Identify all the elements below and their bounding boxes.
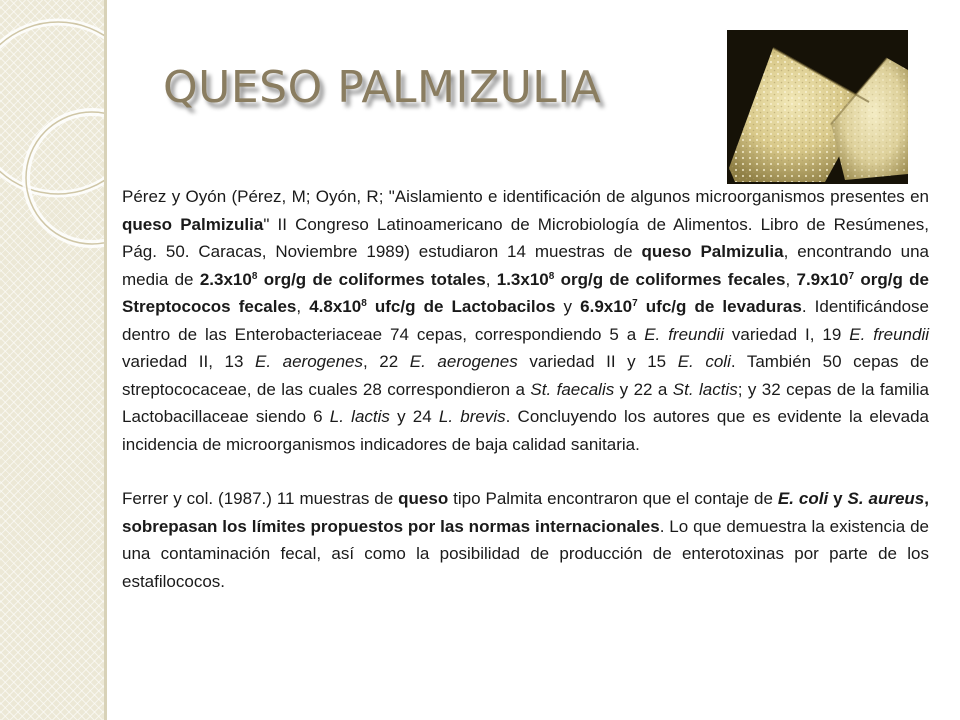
text-run: y — [555, 297, 581, 316]
text-run: 8 — [361, 298, 367, 309]
text-run: queso — [398, 489, 449, 508]
text-run: , — [296, 297, 310, 316]
text-run: queso Palmizulia — [122, 214, 264, 234]
text-run: ufc/g de Lactobacilos — [366, 297, 556, 316]
paragraph-ferrer — [122, 485, 929, 595]
text-run: , — [485, 269, 497, 289]
body-text — [122, 183, 929, 595]
text-run: variedad II, 13 — [122, 352, 256, 371]
text-run: queso Palmizulia — [641, 242, 784, 261]
text-run: org/g de coliformes fecales — [554, 269, 786, 289]
text-run: , — [785, 269, 797, 289]
text-run: y 24 — [389, 407, 439, 426]
cheese-photo — [727, 30, 908, 184]
text-run: 7 — [632, 298, 638, 309]
text-run: 2.3x10 — [199, 269, 252, 289]
text-run: 7.9x10 — [796, 269, 849, 289]
text-run: org/g de Streptococos fecales — [122, 269, 929, 316]
text-run: y — [828, 489, 848, 508]
decorative-rings — [0, 0, 104, 720]
text-run: E. freundii — [644, 324, 724, 344]
text-run: 8 — [251, 270, 258, 282]
text-run: E. coli — [777, 489, 829, 508]
text-run: 4.8x10 — [309, 297, 362, 316]
text-run: ; y 32 cepas de la familia Lactobacillaceae siendo 6 — [122, 379, 929, 426]
text-run: y 22 a — [614, 379, 673, 399]
paragraph-perez-oyon — [122, 183, 929, 458]
text-run: variedad II y 15 — [517, 352, 678, 371]
text-run: , encontrando una media de — [122, 242, 929, 289]
text-run: org/g de coliformes totales — [257, 269, 486, 289]
text-run: St. lactis — [672, 379, 738, 399]
text-run: , sobrepasan los límites propuestos por las normas internacionales — [122, 489, 929, 536]
text-run: ufc/g de levaduras — [637, 297, 802, 316]
text-run: L. brevis — [438, 407, 506, 426]
text-run: S. aureus — [847, 489, 925, 508]
text-run: L. lactis — [329, 407, 390, 426]
text-run: St. faecalis — [530, 379, 615, 399]
text-run: Pérez y Oyón (Pérez, M; Oyón, R; "Aislamiento e identificación de algunos microorganismos presentes en — [122, 187, 929, 206]
text-run: variedad I, 19 — [723, 324, 850, 344]
text-run: E. freundii — [849, 324, 929, 344]
text-run: . Identificándose dentro de las Enterobacteriaceae 74 cepas, correspondiendo 5 a — [122, 297, 930, 344]
text-run: 8 — [548, 270, 555, 282]
text-run: 1.3x10 — [496, 269, 549, 289]
decorative-side-strip — [0, 0, 107, 720]
text-run: E. coli — [677, 352, 731, 371]
text-run: " II Congreso Latinoamericano de Microbiología de Alimentos. Libro de Resúmenes, Pág. 50. Caracas, Noviembre 1989) estudiaron 14 muestras de — [122, 214, 929, 261]
text-run: Ferrer y col. (1987.) 11 muestras de — [122, 489, 399, 508]
text-run: tipo Palmita encontraron que el contaje de — [448, 489, 778, 508]
text-run: . Lo que demuestra la existencia de una contaminación fecal, así como la posibilidad de producción de enterotoxinas por parte de los estafilococos. — [122, 516, 929, 591]
slide-title: QUESO PALMIZULIA — [163, 62, 602, 113]
text-run: 6.9x10 — [580, 297, 633, 316]
text-run: E. aerogenes — [409, 352, 518, 371]
text-run: . También 50 cepas de streptococaceae, de las cuales 28 correspondieron a — [122, 352, 929, 399]
text-run: , 22 — [363, 352, 410, 371]
cheese-illustration — [727, 30, 908, 184]
text-run: . Concluyendo los autores que es evidente la elevada incidencia de microorganismos indicadores de baja calidad sanitaria. — [122, 407, 929, 454]
text-run: 7 — [848, 270, 855, 282]
text-run: E. aerogenes — [255, 352, 363, 371]
